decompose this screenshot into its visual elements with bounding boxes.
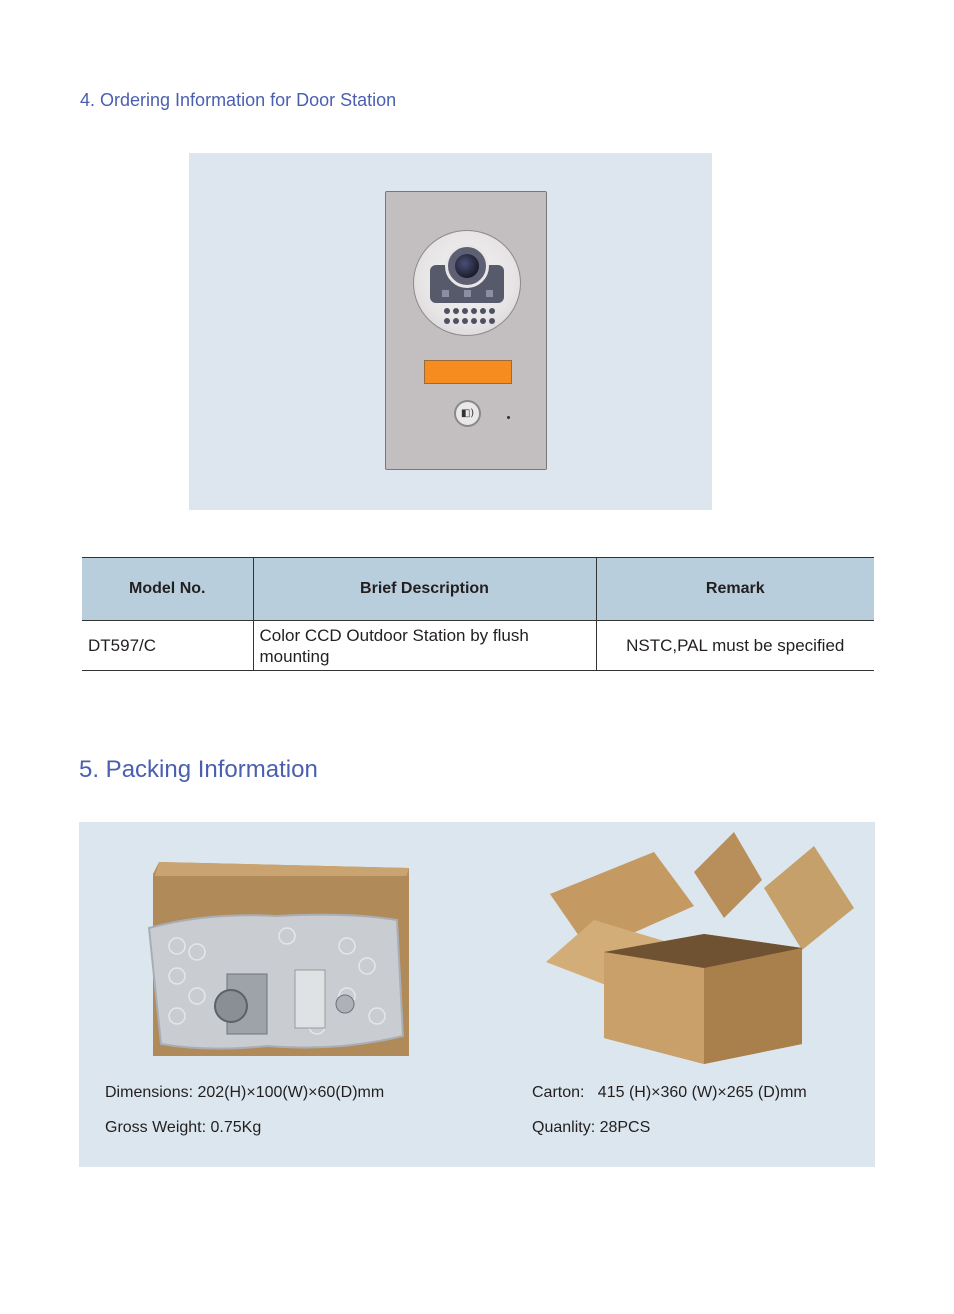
- cell-model: DT597/C: [82, 621, 253, 671]
- door-station-image: [385, 191, 547, 470]
- call-button-icon: ◧): [454, 400, 481, 427]
- speaker-grill-icon: [444, 308, 494, 324]
- product-dimensions: Dimensions: 202(H)×100(W)×60(D)mm: [105, 1084, 385, 1101]
- ordering-table: [82, 557, 874, 671]
- product-box-image: [147, 856, 422, 1066]
- ir-led: [486, 290, 493, 297]
- gross-weight: Gross Weight: 0.75Kg: [105, 1119, 262, 1136]
- door-station-image-panel: [189, 153, 712, 510]
- header-brief-description: Brief Description: [253, 558, 596, 621]
- camera-lens-icon: [445, 244, 489, 288]
- cell-remark: NSTC,PAL must be specified: [596, 621, 874, 671]
- packing-info-panel: [79, 822, 875, 1167]
- carton-box-image: [544, 832, 856, 1068]
- carton-quantity: Quanlity: 28PCS: [532, 1119, 651, 1136]
- ir-led: [442, 290, 449, 297]
- name-label-plate: [424, 360, 512, 384]
- microphone-icon: [507, 416, 510, 419]
- ordering-section-title: 4. Ordering Information for Door Station: [80, 90, 397, 110]
- table-row: [82, 621, 874, 671]
- header-remark: Remark: [596, 558, 874, 621]
- camera-ring: [413, 230, 521, 336]
- ir-led: [464, 290, 471, 297]
- table-header-row: [82, 558, 874, 621]
- header-model-no: Model No.: [82, 558, 253, 621]
- carton-dimensions: Carton: 415 (H)×360 (W)×265 (D)mm: [532, 1084, 807, 1101]
- packing-section-title: 5. Packing Information: [79, 756, 318, 783]
- cell-description: Color CCD Outdoor Station by flush mounting: [253, 621, 596, 671]
